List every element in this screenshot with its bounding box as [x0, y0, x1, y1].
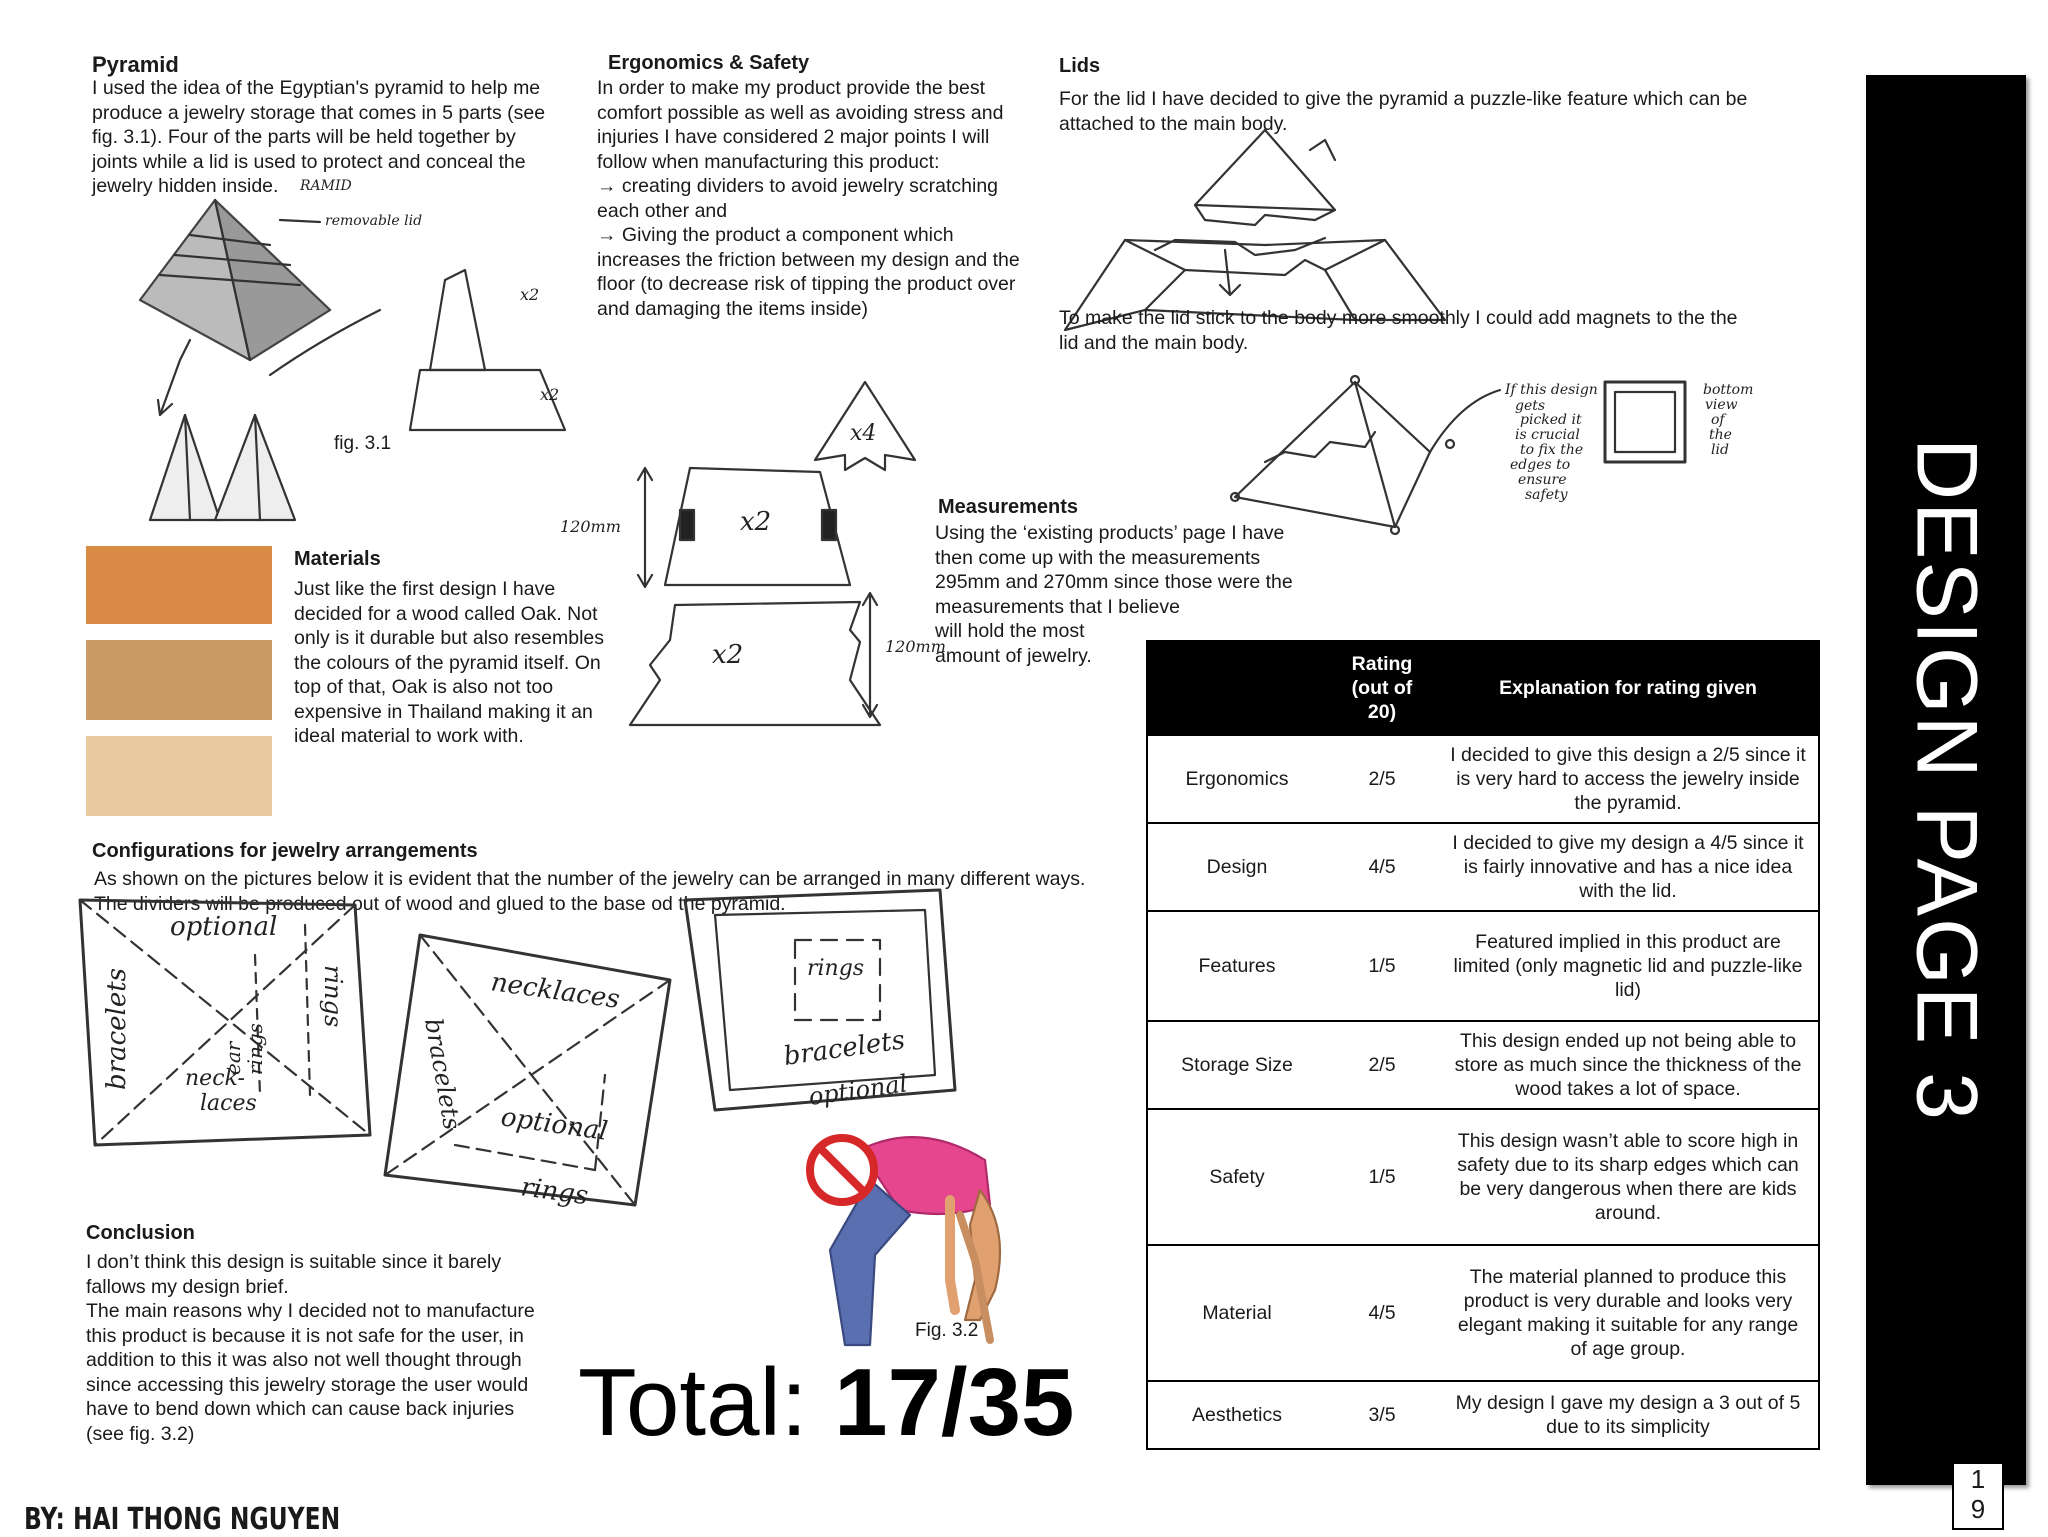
row-rating: 4/5: [1326, 1245, 1438, 1381]
pyramid-sketch: [120, 178, 580, 530]
box2-left-label: bracelets: [419, 1016, 467, 1132]
ergonomics-heading: Ergonomics & Safety: [608, 52, 810, 74]
lids-heading: Lids: [1059, 55, 1101, 77]
box3-bottom-label: optional: [806, 1069, 909, 1111]
bottom-view-note: bottom view of the lid: [1703, 382, 1754, 458]
row-rating: 2/5: [1326, 735, 1438, 823]
ergonomics-text: In order to make my product provide the best comfort possible as well as avoiding stress and injuries I have considered 2 major points I will follow when manufacturing this product: → creating dividers to avoid jewelry scratching each other and → Giving the product a component which increases the friction between my design and the floor (to decrease risk of tipping the product over and damaging the items inside): [597, 77, 1020, 320]
oak-swatch-2: [86, 640, 272, 720]
lids-text-2: To make the lid stick to the body more smoothly I could add magnets to the the lid and the main body.: [1059, 307, 1738, 354]
conclusion-text: I don’t think this design is suitable since it barely fallows my design brief. The main reasons why I decided not to manufacture this product is because it is not safe for the user, in addition to this it was also not well thought through since accessing this jewelry storage the user would have to bend down which can cause back injuries (see fig. 3.2): [86, 1251, 535, 1445]
row-explanation: This design ended up not being able to store as much since the thickness of the wood takes a lot of space.: [1438, 1021, 1819, 1109]
pyramid-note: RAMID: [300, 178, 352, 194]
table-row: [1147, 823, 1819, 911]
lid-edges-sketch: [1225, 372, 1785, 542]
conclusion-heading: Conclusion: [86, 1222, 195, 1244]
configurations-text: As shown on the pictures below it is evident that the number of the jewelry can be arranged in many different ways. The dividers will be produced out of wood and glued to the base od the pyramid.: [94, 868, 1086, 915]
row-criterion: Features: [1147, 911, 1326, 1021]
measurements-text: Using the ‘existing products’ page I have then come up with the measurements 295mm and 270mm since those were the measurements that I believe will hold the most amount of jewelry.: [935, 522, 1293, 667]
header-criterion: [1147, 641, 1326, 735]
pyramid-heading: Pyramid: [92, 52, 179, 77]
table-row: [1147, 1021, 1819, 1109]
measurements-heading: Measurements: [938, 496, 1079, 518]
box1-right-label: rings: [319, 965, 347, 1028]
author-credit: BY: HAI THONG NGUYEN: [24, 1502, 341, 1537]
row-criterion: Ergonomics: [1147, 735, 1326, 823]
box3-middle-label: bracelets: [781, 1025, 907, 1072]
removable-lid-note: removable lid: [325, 213, 423, 229]
fig-3-1-label: fig. 3.1: [334, 433, 392, 454]
configurations-heading: Configurations for jewelry arrangements: [92, 840, 478, 862]
header-explanation: Explanation for rating given: [1438, 641, 1819, 735]
design-safety-note: If this design gets picked it is crucial to fix the edges to ensure safety: [1505, 382, 1598, 503]
row-explanation: I decided to give my design a 4/5 since it is fairly innovative and has a nice idea with the lid.: [1438, 823, 1819, 911]
rating-table-header: [1147, 641, 1819, 735]
total-score: [578, 1348, 1074, 1458]
row-rating: 3/5: [1326, 1381, 1438, 1449]
table-row: [1147, 1245, 1819, 1381]
page-number: 1 9: [1952, 1462, 2004, 1530]
total-value: 17/35: [834, 1349, 1075, 1456]
x2-top-note: x2: [740, 507, 772, 537]
row-rating: 1/5: [1326, 911, 1438, 1021]
box1-bottom-label: neck-laces: [185, 1066, 257, 1116]
box2-top-label: necklaces: [489, 967, 622, 1015]
table-row: [1147, 911, 1819, 1021]
header-rating: Rating (out of 20): [1326, 641, 1438, 735]
design-page-sidebar: [1866, 75, 2026, 1485]
x2-note-b: x2: [540, 385, 560, 404]
box3-center-label: rings: [807, 956, 865, 981]
rating-table: [1146, 640, 1820, 1450]
row-explanation: Featured implied in this product are limited (only magnetic lid and puzzle-like lid): [1438, 911, 1819, 1021]
oak-swatch-1: [86, 546, 272, 624]
row-explanation: I decided to give this design a 2/5 since it is very hard to access the jewelry inside the pyramid.: [1438, 735, 1819, 823]
x2-note-a: x2: [520, 285, 540, 304]
row-criterion: Aesthetics: [1147, 1381, 1326, 1449]
box1-top-label: optional: [170, 912, 278, 942]
row-criterion: Design: [1147, 823, 1326, 911]
table-row: [1147, 1109, 1819, 1245]
box1-middle-label: earrings: [221, 1023, 267, 1075]
row-criterion: Material: [1147, 1245, 1326, 1381]
dim-right-note: 120mm: [885, 637, 946, 656]
table-row: [1147, 735, 1819, 823]
row-rating: 2/5: [1326, 1021, 1438, 1109]
row-rating: 4/5: [1326, 823, 1438, 911]
box2-middle-label: optional: [499, 1102, 610, 1147]
row-criterion: Storage Size: [1147, 1021, 1326, 1109]
box1-left-label: bracelets: [102, 967, 132, 1090]
table-row: [1147, 1381, 1819, 1449]
row-rating: 1/5: [1326, 1109, 1438, 1245]
row-explanation: This design wasn’t able to score high in safety due to its sharp edges which can be very dangerous when there are kids around.: [1438, 1109, 1819, 1245]
sidebar-title: DESIGN PAGE 3: [1898, 438, 1995, 1122]
lids-text-1: For the lid I have decided to give the pyramid a puzzle-like feature which can be attached to the main body.: [1059, 88, 1748, 135]
row-explanation: The material planned to produce this product is very durable and looks very elegant making it suitable for any range of age group.: [1438, 1245, 1819, 1381]
oak-swatch-3: [86, 736, 272, 816]
row-explanation: My design I gave my design a 3 out of 5 due to its simplicity: [1438, 1381, 1819, 1449]
pyramid-text: I used the idea of the Egyptian's pyramid to help me produce a jewelry storage that comes in 5 parts (see fig. 3.1). Four of the parts will be held together by joints while a lid is used to protect and conceal the jewelry hidden inside.: [92, 77, 546, 197]
box2-bottom-label: rings: [519, 1172, 591, 1212]
materials-text: Just like the first design I have decided for a wood called Oak. Not only is it durable but also resembles the colours of the pyramid itself. On top of that, Oak is also not too expensive in Thailand making it an ideal material to work with.: [294, 578, 604, 747]
row-criterion: Safety: [1147, 1109, 1326, 1245]
x2-bottom-note: x2: [712, 640, 744, 670]
dim-left-note: 120mm: [560, 517, 621, 536]
total-label: Total:: [578, 1349, 808, 1456]
materials-heading: Materials: [294, 548, 381, 570]
x4-note: x4: [850, 421, 877, 446]
fig-3-2-label: Fig. 3.2: [915, 1320, 979, 1341]
